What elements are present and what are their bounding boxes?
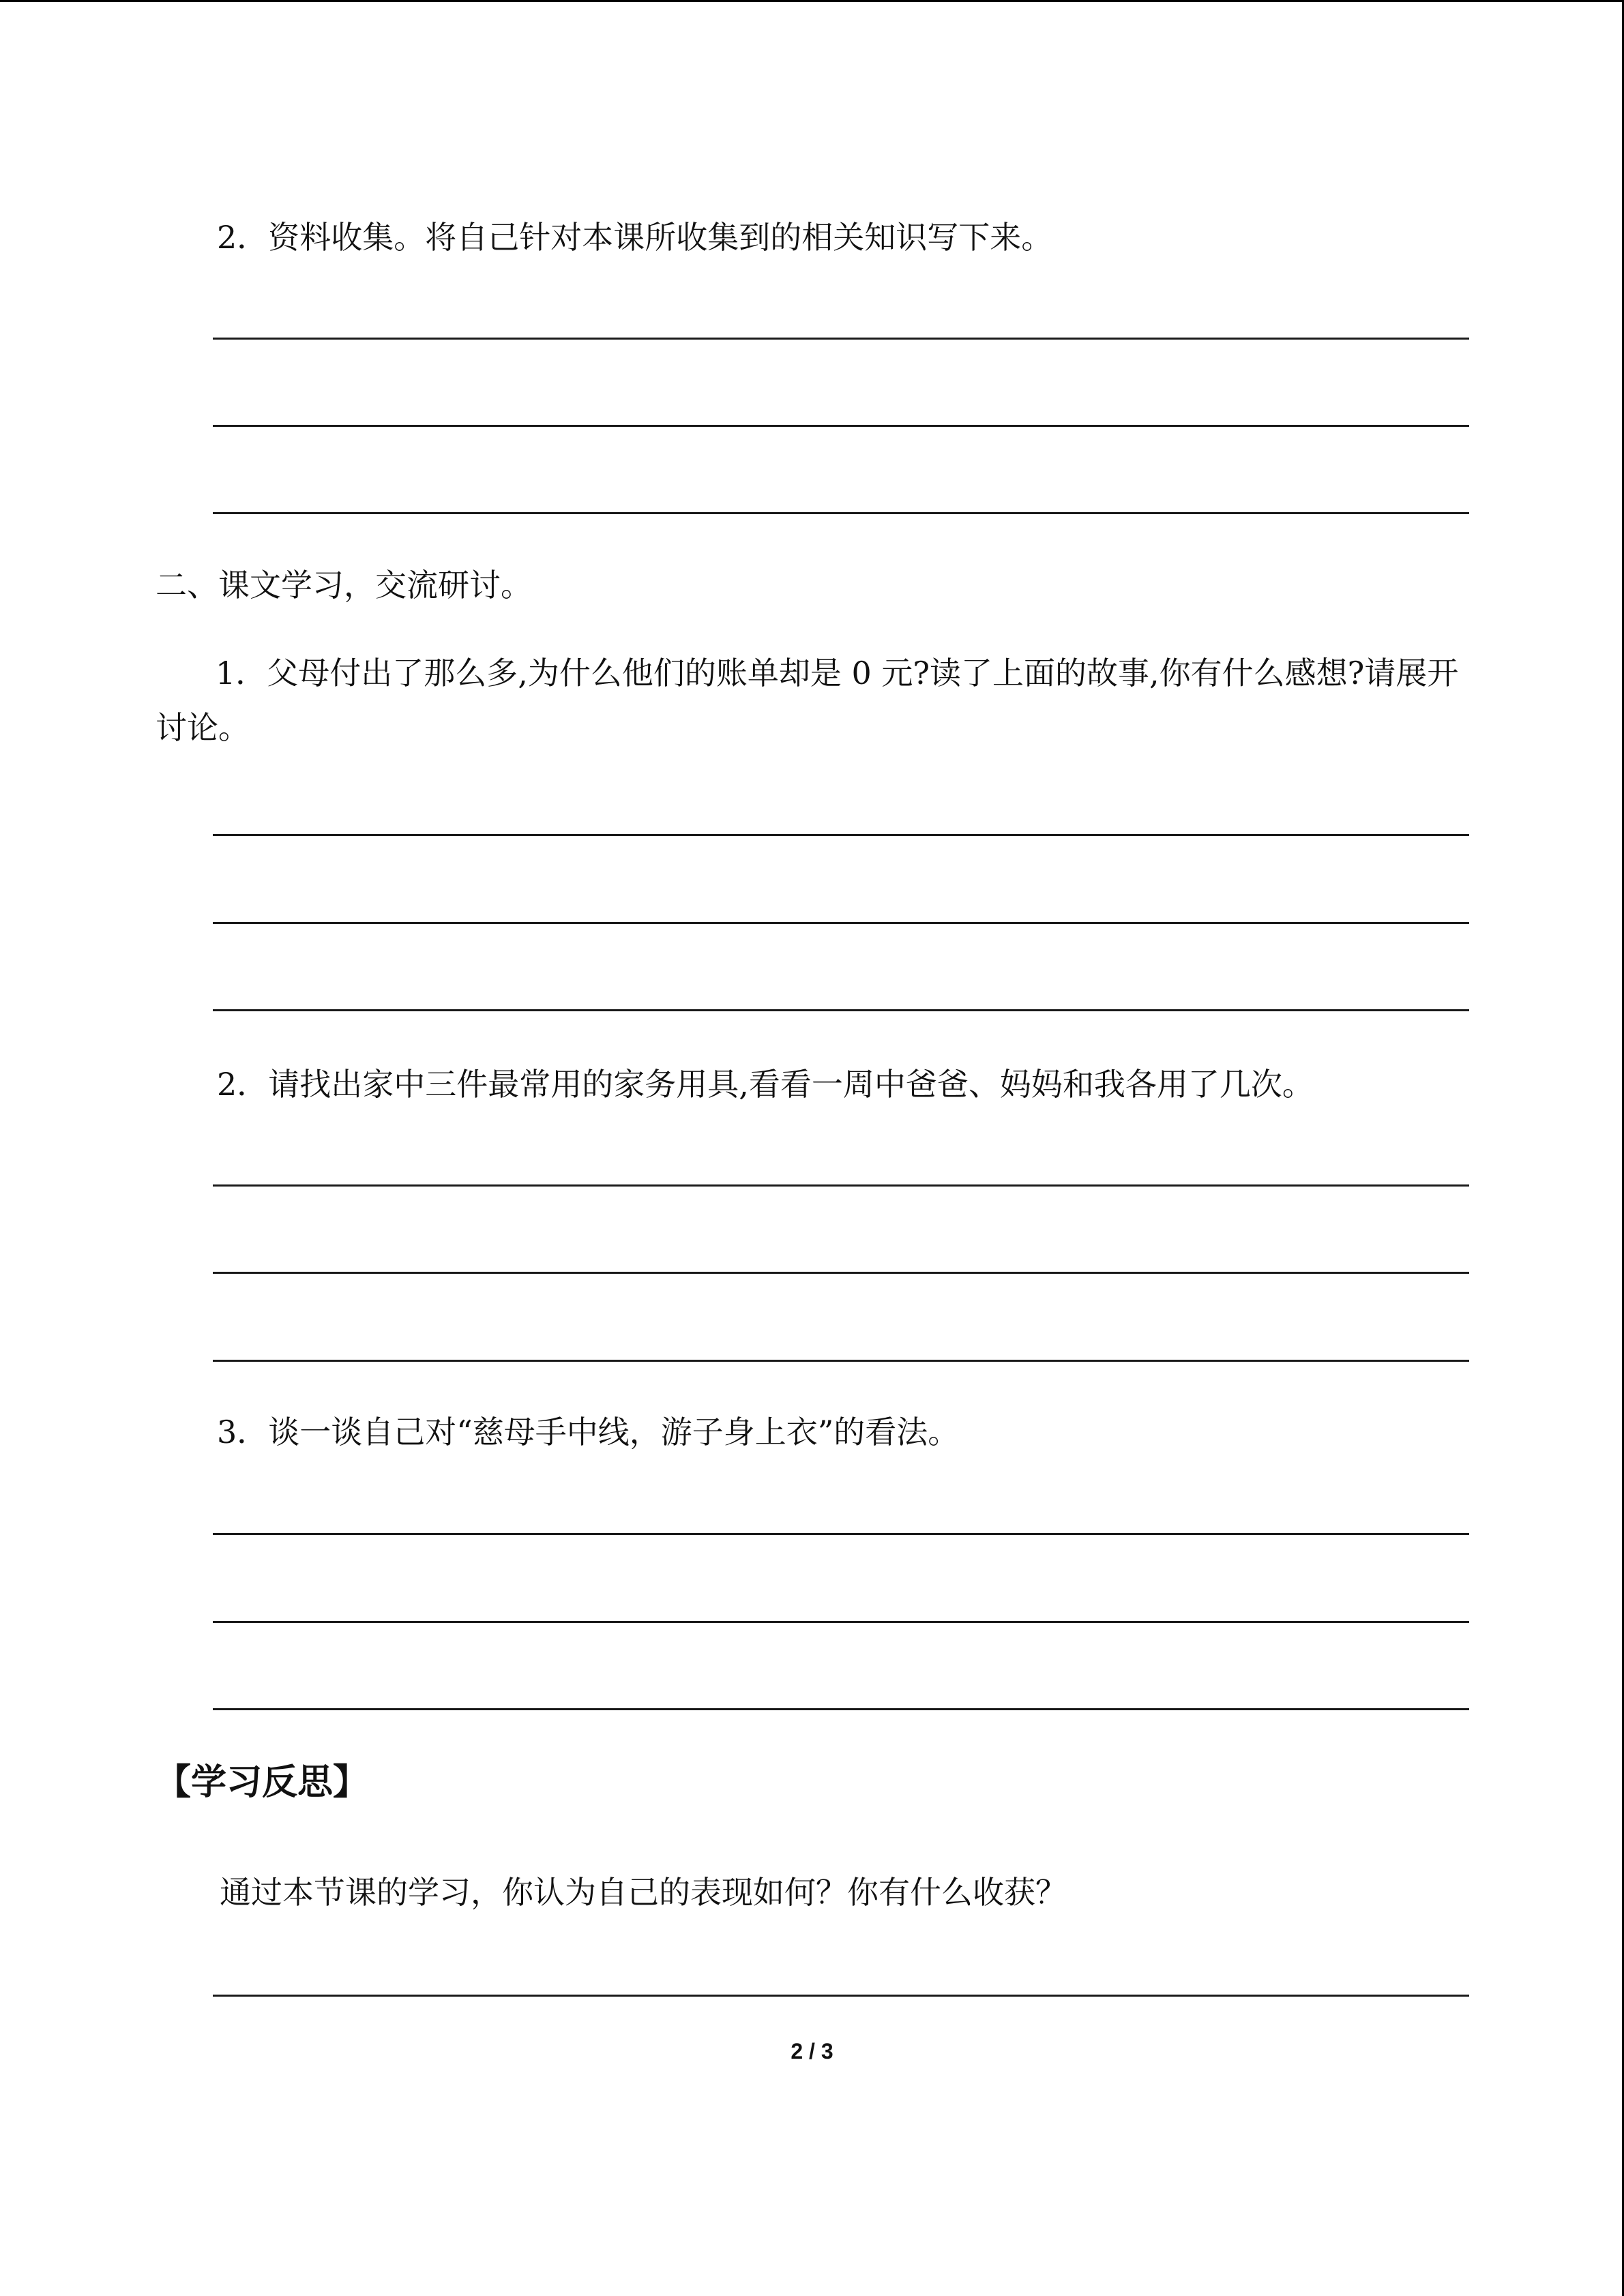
answer-line[interactable] — [213, 1009, 1469, 1011]
answer-line[interactable] — [213, 922, 1469, 924]
answer-line[interactable] — [213, 1184, 1469, 1187]
answer-line[interactable] — [213, 338, 1469, 340]
section-heading-part2: 二、课文学习，交流研讨。 — [156, 567, 532, 603]
answer-line[interactable] — [213, 834, 1469, 836]
question-2: 2．请找出家中三件最常用的家务用具,看看一周中爸爸、妈妈和我各用了几次。 — [217, 1066, 1314, 1103]
question-3: 3．谈一谈自己对“慈母手中线，游子身上衣”的看法。 — [217, 1414, 960, 1450]
page-border-top — [0, 0, 1624, 2]
answer-line[interactable] — [213, 1533, 1469, 1535]
answer-line[interactable] — [213, 512, 1469, 514]
answer-line[interactable] — [213, 1360, 1469, 1362]
question-collect: 2．资料收集。将自己针对本课所收集到的相关知识写下来。 — [217, 219, 1053, 256]
answer-line[interactable] — [213, 1995, 1469, 1997]
answer-line[interactable] — [213, 1621, 1469, 1623]
question-1: 1．父母付出了那么多,为什么他们的账单却是 0 元?读了上面的故事,你有什么感想?请展开讨论。 — [156, 655, 1459, 746]
answer-line[interactable] — [213, 425, 1469, 427]
answer-line[interactable] — [213, 1272, 1469, 1274]
reflection-prompt: 通过本节课的学习，你认为自己的表现如何？你有什么收获？ — [220, 1874, 1067, 1911]
answer-line[interactable] — [213, 1708, 1469, 1710]
page-number: 2 / 3 — [791, 2039, 833, 2063]
reflection-heading: 【学习反思】 — [156, 1762, 369, 1803]
